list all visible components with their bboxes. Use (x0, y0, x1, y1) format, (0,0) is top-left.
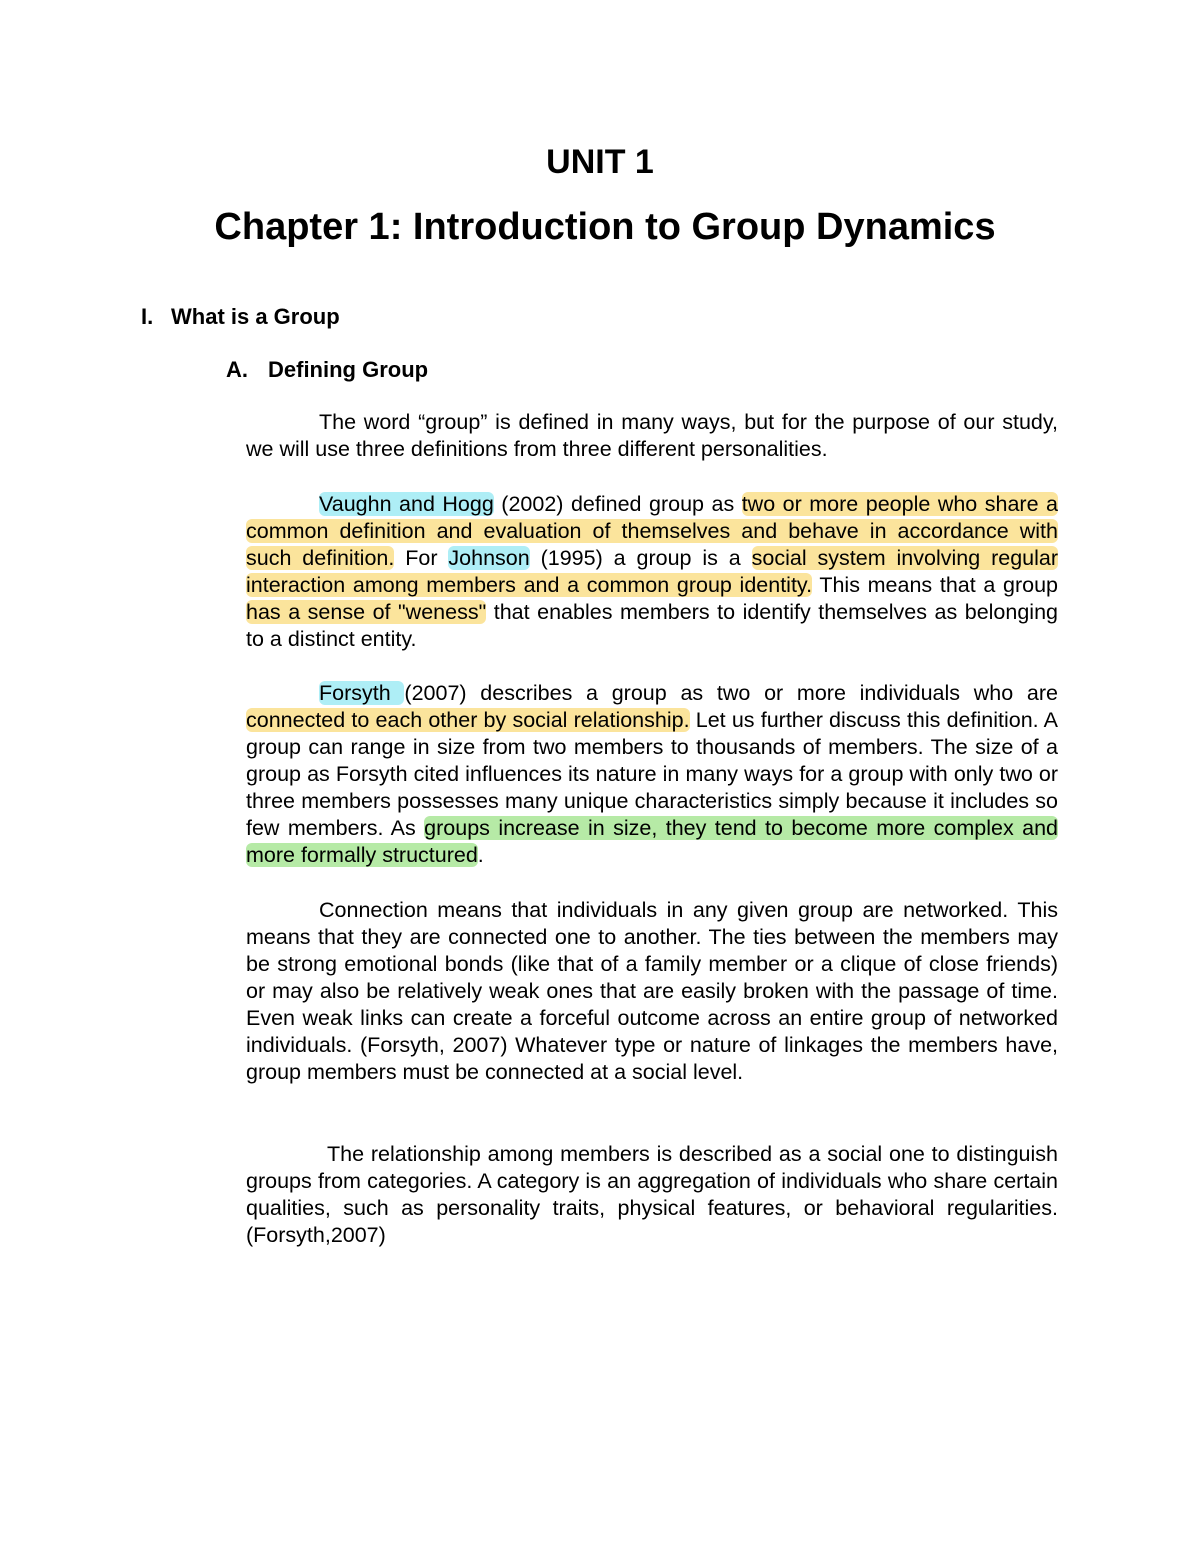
author-highlight: Johnson (448, 546, 530, 570)
paragraph-text: (1995) a group is a (529, 546, 752, 570)
paragraph-text: (2007) describes a group as two or more individuals who are (404, 681, 1058, 705)
paragraph-relationship: The relationship among members is described as a social one to distinguish groups from categories. A category is an aggregation of individuals who share certain qualities, such as personality traits, physical features, or behavioral regularities. (Forsyth,2007) (246, 1142, 1058, 1247)
paragraph-text: . (477, 843, 484, 867)
section-heading (141, 302, 340, 332)
subsection-number: A. (226, 357, 248, 382)
definition-highlight: social system involving regular interaction among members and a common group identity. (246, 546, 1059, 597)
definition-highlight: connected to each other by social relationship. (246, 708, 690, 732)
chapter-title: Chapter 1: Introduction to Group Dynamics (214, 206, 996, 248)
section-number: I. (141, 304, 154, 329)
paragraph-text: For (394, 546, 449, 570)
subsection-heading (226, 355, 428, 385)
section-title: What is a Group (171, 304, 340, 329)
paragraph-connection: Connection means that individuals in any given group are networked. This means that they are connected one to another. The ties between the members may be strong emotional bonds (like that of a family member or a clique of close friends) or may also be relatively weak ones that are easily broken with the passage of time. Even weak links can create a forceful outcome across an entire group of networked individuals. (Forsyth, 2007) Whatever type or nature of linkages the members have, group members must be connected at a social level. (246, 898, 1058, 1084)
paragraph-text: This means that a group (812, 573, 1059, 597)
paragraph-text: that enables members to identify themselves as belonging to a distinct entity. (246, 600, 1058, 651)
paragraph-definitions (246, 491, 1058, 653)
author-highlight: Forsyth (319, 681, 405, 705)
key-point-highlight: groups increase in size, they tend to become more complex and more formally structured (246, 816, 1059, 867)
paragraph-text: Let us further discuss this definition. A group can range in size from two members to thousands of members. The size of a group as Forsyth cited influences its nature in many ways for a group with only two or three members possesses many unique characteristics simply because it includes so few members. As (246, 708, 1058, 840)
unit-title: UNIT 1 (546, 143, 654, 181)
paragraph-intro: The word “group” is defined in many ways, but for the purpose of our study, we will use three definitions from three different personalities. (246, 410, 1058, 461)
author-highlight: Vaughn and Hogg (319, 492, 494, 516)
definition-highlight: two or more people who share a common definition and evaluation of themselves and behave in accordance with such definition. (246, 492, 1059, 570)
subsection-title: Defining Group (268, 357, 429, 382)
paragraph-text: (2002) defined group as (493, 492, 742, 516)
definition-highlight: has a sense of "weness" (246, 600, 487, 624)
paragraph-forsyth (246, 680, 1058, 869)
